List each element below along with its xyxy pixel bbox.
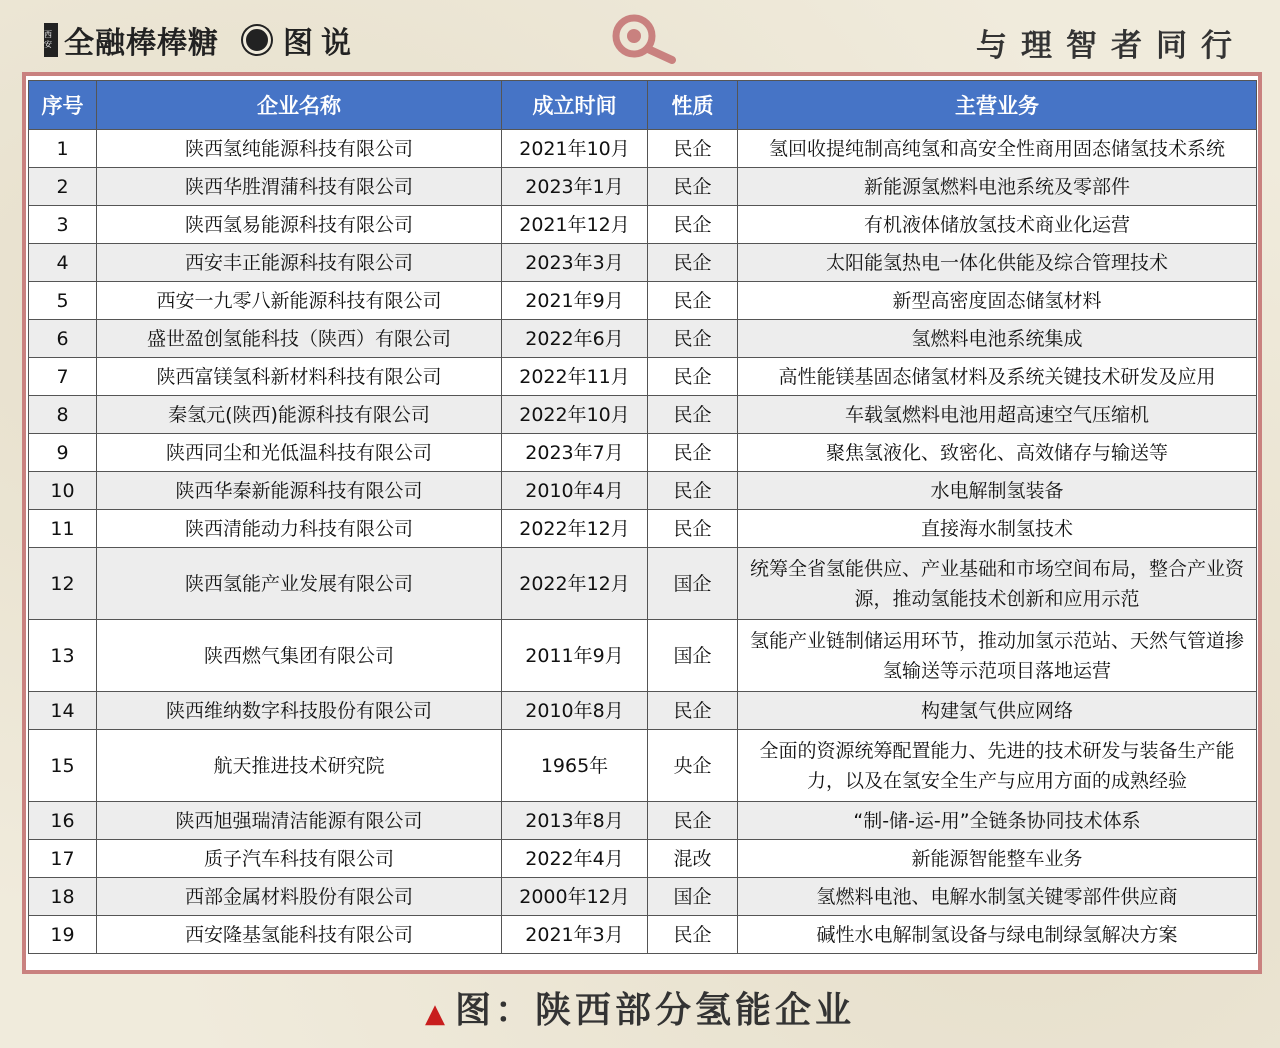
cell-index: 11 [29,510,97,548]
cell-business: 高性能镁基固态储氢材料及系统关键技术研发及应用 [738,358,1257,396]
table-row [29,916,1257,954]
cell-index: 16 [29,802,97,840]
table-row [29,282,1257,320]
cell-company-name: 陕西燃气集团有限公司 [97,620,502,692]
cell-ownership: 央企 [648,730,738,802]
cell-ownership: 国企 [648,620,738,692]
cell-founded: 2021年12月 [502,206,648,244]
cell-company-name: 陕西富镁氢科新材料科技有限公司 [97,358,502,396]
table-row [29,320,1257,358]
table-row [29,548,1257,620]
brand-logo: 西安 [44,23,58,57]
cell-index: 10 [29,472,97,510]
cell-business: 太阳能氢热电一体化供能及综合管理技术 [738,244,1257,282]
cell-index: 6 [29,320,97,358]
cell-business: 车载氢燃料电池用超高速空气压缩机 [738,396,1257,434]
cell-business: 直接海水制氢技术 [738,510,1257,548]
cell-company-name: 陕西维纳数字科技股份有限公司 [97,692,502,730]
cell-index: 13 [29,620,97,692]
cell-founded: 2023年7月 [502,434,648,472]
header [0,0,1280,70]
table-row [29,168,1257,206]
cell-founded: 2010年8月 [502,692,648,730]
company-table [28,80,1257,954]
cell-founded: 2021年9月 [502,282,648,320]
header-founded: 成立时间 [502,81,648,130]
cell-business: 新能源智能整车业务 [738,840,1257,878]
header-business: 主营业务 [738,81,1257,130]
cell-ownership: 民企 [648,244,738,282]
cell-business: 构建氢气供应网络 [738,692,1257,730]
cell-business: 氢能产业链制储运用环节，推动加氢示范站、天然气管道掺氢输送等示范项目落地运营 [738,620,1257,692]
cell-company-name: 西安丰正能源科技有限公司 [97,244,502,282]
cell-founded: 2011年9月 [502,620,648,692]
cell-company-name: 西安一九零八新能源科技有限公司 [97,282,502,320]
cell-ownership: 民企 [648,206,738,244]
cell-ownership: 民企 [648,692,738,730]
table-row [29,692,1257,730]
cell-founded: 2000年12月 [502,878,648,916]
cell-index: 9 [29,434,97,472]
table-row [29,206,1257,244]
cell-index: 17 [29,840,97,878]
cell-index: 14 [29,692,97,730]
cell-founded: 2021年10月 [502,130,648,168]
cell-company-name: 秦氢元(陕西)能源科技有限公司 [97,396,502,434]
cell-company-name: 陕西华秦新能源科技有限公司 [97,472,502,510]
cell-business: 氢回收提纯制高纯氢和高安全性商用固态储氢技术系统 [738,130,1257,168]
table-body [29,130,1257,954]
cell-founded: 2023年3月 [502,244,648,282]
cell-index: 7 [29,358,97,396]
cell-index: 4 [29,244,97,282]
cell-founded: 2022年4月 [502,840,648,878]
cell-company-name: 陕西同尘和光低温科技有限公司 [97,434,502,472]
cell-index: 1 [29,130,97,168]
cell-founded: 2021年3月 [502,916,648,954]
brand-subtitle: 图说 [283,26,359,61]
cell-ownership: 民企 [648,472,738,510]
cell-founded: 2022年11月 [502,358,648,396]
cell-index: 15 [29,730,97,802]
cell-ownership: 混改 [648,840,738,878]
brand [44,20,359,60]
cell-business: 氢燃料电池系统集成 [738,320,1257,358]
cell-founded: 2022年10月 [502,396,648,434]
cell-company-name: 陕西华胜渭蒲科技有限公司 [97,168,502,206]
cell-founded: 2013年8月 [502,802,648,840]
cell-index: 2 [29,168,97,206]
cell-business: 全面的资源统筹配置能力、先进的技术研发与装备生产能力，以及在氢安全生产与应用方面的成熟经验 [738,730,1257,802]
cell-ownership: 民企 [648,802,738,840]
slogan: 与理智者同行 [976,28,1246,64]
cell-company-name: 陕西旭强瑞清洁能源有限公司 [97,802,502,840]
brand-name: 全融棒棒糖 [64,26,219,61]
cell-founded: 2023年1月 [502,168,648,206]
table-row [29,878,1257,916]
table-row [29,510,1257,548]
cell-business: 水电解制氢装备 [738,472,1257,510]
cell-business: 新能源氢燃料电池系统及零部件 [738,168,1257,206]
cell-founded: 2022年12月 [502,510,648,548]
header-index: 序号 [29,81,97,130]
table-row [29,434,1257,472]
table-row [29,396,1257,434]
cell-founded: 2022年6月 [502,320,648,358]
cell-ownership: 民企 [648,434,738,472]
cell-ownership: 民企 [648,510,738,548]
table-row [29,130,1257,168]
table-row [29,802,1257,840]
table-row [29,840,1257,878]
cell-business: 碱性水电解制氢设备与绿电制绿氢解决方案 [738,916,1257,954]
circle-dot-icon [243,26,271,54]
cell-company-name: 陕西氢能产业发展有限公司 [97,548,502,620]
figure-caption [0,982,1280,1033]
cell-company-name: 陕西清能动力科技有限公司 [97,510,502,548]
cell-business: 聚焦氢液化、致密化、高效储存与输送等 [738,434,1257,472]
cell-ownership: 国企 [648,878,738,916]
cell-business: 统筹全省氢能供应、产业基础和市场空间布局，整合产业资源，推动氢能技术创新和应用示范 [738,548,1257,620]
cell-founded: 1965年 [502,730,648,802]
cell-company-name: 西部金属材料股份有限公司 [97,878,502,916]
table-frame [22,72,1262,974]
cell-ownership: 民企 [648,396,738,434]
table-row [29,358,1257,396]
table-row [29,730,1257,802]
table-row [29,244,1257,282]
cell-founded: 2010年4月 [502,472,648,510]
cell-business: 有机液体储放氢技术商业化运营 [738,206,1257,244]
cell-ownership: 民企 [648,916,738,954]
cell-founded: 2022年12月 [502,548,648,620]
header-company-name: 企业名称 [97,81,502,130]
cell-index: 19 [29,916,97,954]
caption-text: 图：陕西部分氢能企业 [454,990,855,1031]
cell-business: 氢燃料电池、电解水制氢关键零部件供应商 [738,878,1257,916]
cell-company-name: 西安隆基氢能科技有限公司 [97,916,502,954]
cell-index: 3 [29,206,97,244]
header-ownership: 性质 [648,81,738,130]
cell-index: 12 [29,548,97,620]
triangle-icon: ▲ [424,999,449,1029]
cell-index: 5 [29,282,97,320]
cell-index: 8 [29,396,97,434]
cell-company-name: 质子汽车科技有限公司 [97,840,502,878]
cell-company-name: 盛世盈创氢能科技（陕西）有限公司 [97,320,502,358]
cell-ownership: 民企 [648,282,738,320]
table-row [29,620,1257,692]
cell-company-name: 陕西氢纯能源科技有限公司 [97,130,502,168]
cell-company-name: 陕西氢易能源科技有限公司 [97,206,502,244]
cell-business: “制-储-运-用”全链条协同技术体系 [738,802,1257,840]
table-row [29,472,1257,510]
table-header-row [29,81,1257,130]
cell-ownership: 民企 [648,358,738,396]
cell-index: 18 [29,878,97,916]
cell-business: 新型高密度固态储氢材料 [738,282,1257,320]
cell-company-name: 航天推进技术研究院 [97,730,502,802]
cell-ownership: 民企 [648,130,738,168]
cell-ownership: 民企 [648,168,738,206]
cell-ownership: 国企 [648,548,738,620]
cell-ownership: 民企 [648,320,738,358]
magnifier-icon [608,12,678,64]
